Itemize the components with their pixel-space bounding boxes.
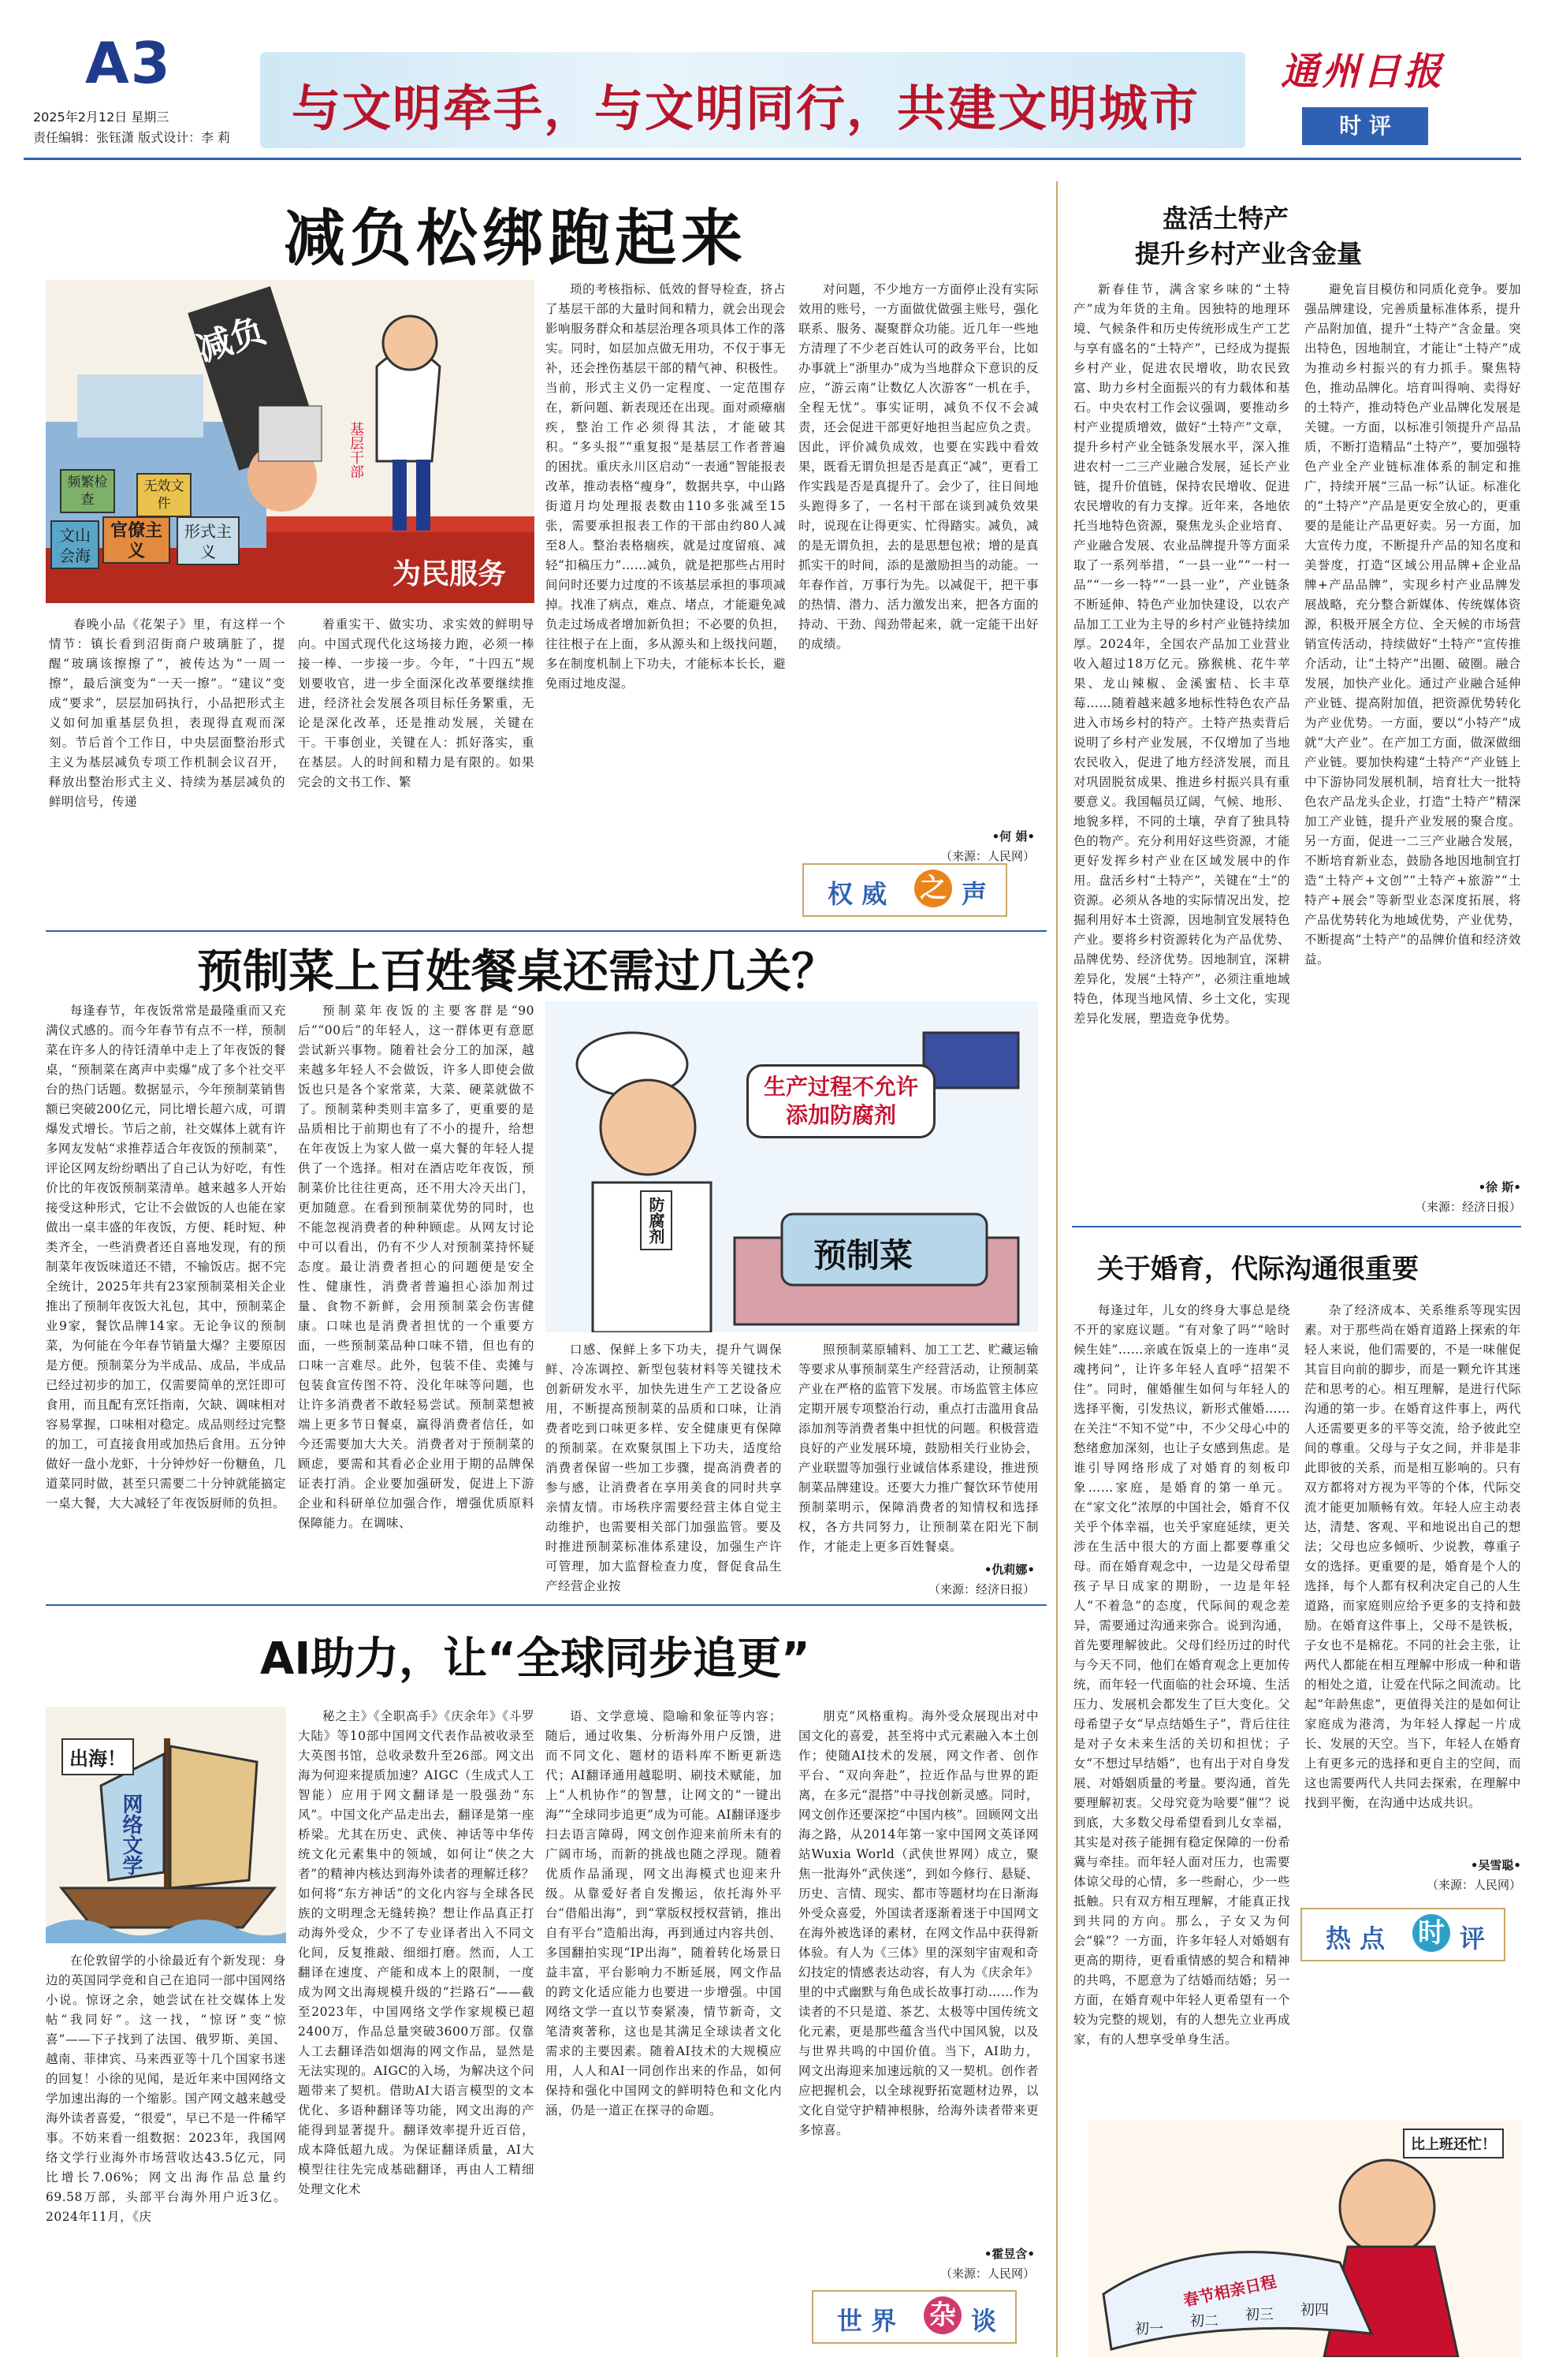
redian-word2: 时 (1412, 1914, 1450, 1952)
quanwei-word3: 声 (962, 879, 988, 909)
article1-author: •何 娟• (992, 829, 1035, 844)
quanwei-word2: 之 (914, 870, 952, 907)
quanwei-word1: 权 威 (828, 879, 887, 909)
article2-title: 预制菜上百姓餐桌还需过几关？ (197, 944, 838, 998)
burden-block-text: 官僚主义 (110, 521, 162, 561)
article1-col2 (298, 615, 534, 926)
paper-name-logo (1281, 41, 1454, 94)
shijie-word1: 世 界 (837, 2306, 897, 2336)
article2-col2 (298, 1001, 534, 1596)
burden-block-2 (136, 473, 192, 517)
cartoon-jar-label: 防腐剂 (640, 1190, 672, 1250)
redian-word1: 热 点 (1326, 1924, 1386, 1954)
article2-text: 口感、保鲜上多下功夫，提升气调保鲜、冷冻调控、新型包装材料等关键技术创新研发水平，加快先进生产工艺设备应用，不断提高预制菜的品质和口味，让消费者吃到口味更多样、安全健康更有保障的预制菜。在欢聚氛围上下功夫，适度给消费者保留一些加工步骤，提高消费者的参与感，让消费者在享用美食的同时共享亲情友情。市场秩序需要经营主体自觉主动维护，也需要相关部门加强监管。要及时推进预制菜标准体系建设，加强生产许可管理，加大监督检查力度，督促食品生产经营企业按 (545, 1343, 782, 1593)
article1-col4 (798, 280, 1039, 824)
article4-title-line2: 提升乡村产业含金量 (1135, 239, 1363, 269)
section-label: 时 评 (1339, 113, 1391, 139)
section-badge (1302, 107, 1428, 145)
cartoon-sail-text: 网络文学 (119, 1793, 143, 1875)
article3-text: 语、文学意境、隐喻和象征等内容；随后，通过收集、分析海外用户反馈，进而不同文化、题材的语料库不断更新迭代；AI翻译通用越聪明、刷技术赋能，加上“人机协作”的智慧，让网文的“一键出海”“全球同步追更”成为可能。AI翻译逐步扫去语言障碍，网文创作迎来前所未有的广阔市场，而新的挑战也随之浮现。随着优质作品涌现，网文出海模式也迎来升级。从靠爱好者自发搬运，依托海外平台“借船出海”，到“掌版权授权营销，推出自有平台”造船出海，再到通过内容共创、多国翻拍实现“IP出海”，随着转化场景日益丰富，平台影响力不断延展，网文作品的跨文化适应能力也要进一步增强。中国网络文学一直以节奏紧凑，情节新奇，文笔清爽著称，这也是其满足全球读者文化需求的主要因素。随着AI技术的大规模应用，人人和AI一同创作出来的作品，如何保持和强化中国网文的鲜明特色和文化内涵，仍是一道正在探寻的命题。 (545, 1709, 782, 2117)
article2-cartoon (545, 1001, 1038, 1332)
column-divider (1056, 181, 1058, 2357)
cartoon-note: 出海！ (61, 1738, 134, 1775)
article5-text: 杂了经济成本、关系维系等现实因素。对于那些尚在婚育道路上探索的年轻人来说，他们需要的，不是一味催促其盲目向前的脚步，而是一颗允许其迷茫和思考的心。相互理解，是进行代际沟通的第一步。在婚育这件事上，两代人还需要更多的平等交流，给予彼此空间的尊重。父母与子女之间，并非是非此即彼的关系，而是相互影响的。只有双方都将对方视为平等的个体，代际交流才能更加顺畅有效。年轻人应主动表达，清楚、客观、平和地说出自己的想法；父母也应多倾听、少说教，尊重子女的选择。更重要的是，婚育是个人的选择，每个人都有权利决定自己的人生道路，而家庭则应给予更多的支持和鼓励。在婚育这件事上，父母不是铁板，子女也不是棉花。不同的社会主张，让两代人都能在相互理解中形成一种和谐的相处之道，让爱在代际之间流动。比起“年龄焦虑”，更值得关注的是如何让家庭成为港湾，为年轻人撑起一片成长、发展的天空。当下，年轻人在婚育上有更多元的选择和更自主的空间，而这也需要两代人共同去探索，在理解中找到平衡，在沟通中达成共识。 (1304, 1303, 1521, 1810)
page-number: A3 (85, 30, 172, 96)
shijie-word3: 谈 (971, 2306, 997, 2336)
article3-col1 (46, 1951, 286, 2361)
article4-author: •徐 斯• (1478, 1180, 1521, 1194)
article3-source: （来源：人民网） (939, 2266, 1035, 2281)
prepared-food-cartoon-svg (545, 1001, 1038, 1332)
masthead-editors: 责任编辑：张钰潇 版式设计：李 莉 (33, 130, 231, 145)
article1-col3 (545, 280, 786, 911)
article2-text: 照预制菜原辅料、加工工艺、贮藏运输等要求从事预制菜生产经营活动，让预制菜产业在严格的监管下发展。市场监管主体应定期开展专项整治行动，重点打击滥用食品添加剂等消费者集中担忧的问题。积极营造良好的产业发展环境，鼓励相关行业协会，产业联盟等加强行业诚信体系建设，推进预制菜品牌建设。还要大力推广餐饮环节使用预制菜明示，保障消费者的知情权和选择权，各方共同努力，让预制菜在阳光下制作，才能走上更多百姓餐桌。 (798, 1343, 1039, 1554)
article1-text: 春晚小品《花架子》里，有这样一个情节：镇长看到沼街商户玻璃脏了，提醒“玻璃该擦擦了”，被传达为“一周一擦”，最后演变为“一天一擦”。“建议”变成“要求”，层层加码执行，小品把形式主义如何加重基层负担，表现得直观而深刻。节后首个工作日，中央层面整治形式主义为基层减负专项工作机制会议召开，释放出整治形式主义、持续为基层减负的鲜明信号，传递 (49, 617, 285, 809)
cartoon-day-1: 初一 (1135, 2321, 1163, 2337)
article5-col2 (1304, 1301, 1521, 1853)
redian-word3: 评 (1460, 1924, 1486, 1954)
article3-col4 (798, 1707, 1039, 2239)
masthead-date: 2025年2月12日 星期三 (33, 110, 169, 125)
shijie-word2: 杂 (924, 2296, 962, 2334)
article4-text: 避免盲目模仿和同质化竞争。要加强品牌建设，完善质量标准体系，提升产品附加值，提升“土特产”含金量。突出特色，因地制宜，才能让“土特产”成为推动乡村振兴的有力抓手。聚焦特色，推动品牌化。培育叫得响、卖得好的土特产，推动特色产业品牌化发展是关键。一方面，以标准引领提升产品品质，不断打造精品“土特产”，要加强特色产业全产业链标准体系的制定和推广，持续开展“三品一标”认证。标准化的“土特产”产品是更安全放心的，更重要的是能让产品更好卖。另一方面，加大宣传力度，不断提升产品的知名度和美誉度，打造“区域公用品牌+企业品牌+产品品牌”，实现乡村产业品牌发展战略，充分整合新媒体、传统媒体资源，积极开展全方位、全天候的市场营销宣传活动，持续做好“土特产”宣传推介活动，让“土特产”出圈、破圈。融合发展，加快产业化。通过产业融合延伸产业链、提高附加值，把资源优势转化为产业优势。一方面，要以“小特产”成就“大产业”。在产加工方面，做深做细产业链。要加快构建“土特产”产业链上中下游协同发展机制，培育壮大一批特色农产品龙头企业，打造“土特产”精深加工产业链，提升产业发展的聚合度。另一方面，促进一二三产业融合发展，不断培育新业态，鼓励各地因地制宜打造“土特产+文创”“土特产+旅游”“土特产+展会”等新型业态深度拓展，将产品优势转化为地域优势，产业优势，不断提高“土特产”的品牌价值和经济效益。 (1304, 282, 1521, 967)
article1-source: （来源：人民网） (939, 849, 1035, 863)
cartoon-scroll-title: 春节相亲日程 (1181, 2271, 1278, 2311)
burden-block-text: 形式主义 (184, 522, 232, 561)
divider-1 (46, 930, 1047, 932)
cartoon-banner: 为民服务 (393, 558, 507, 590)
burden-block-text: 无效文件 (143, 479, 184, 512)
article1-col1 (49, 615, 285, 926)
article2-col1 (46, 1001, 286, 1596)
cartoon-stamp: 基层干部 (348, 422, 364, 479)
article5-col1 (1073, 1301, 1290, 2105)
article3-text: 秘之主》《全职高手》《庆余年》《斗罗大陆》等10部中国网文代表作品被收录至大英图书馆，总收录数升至26部。网文出海为何迎来提质加速？AIGC（生成式人工智能）应用于网文翻译是一股强劲“东风”。中国文化产品走出去，翻译是第一座桥梁。尤其在历史、武侠、神话等中华传统文化元素集中的领域，如何让“侠之大者”的精神内核达到海外读者的理解迁移？如何将“东方神话”的文化内容与全球各民族的文明理念无缝转换？想让作品真正打动海外受众，少不了专业译者出入不同文化间，反复推敲、细细打磨。然而，人工翻译在速度、产能和成本上的限制，一度成为网文出海规模升级的“拦路石”——截至2023年，中国网络文学作家规模已超2400万，作品总量突破3600万部。仅靠人工去翻译浩如烟海的网文作品，显然是无法实现的。AIGC的入场，为解决这个问题带来了契机。借助AI大语言模型的文本优化、多语种翻译等功能，网文出海的产能得到显著提升。翻译效率提升近百倍，成本降低超九成。为保证翻译质量，AI大模型往往先完成基础翻译，再由人工精细处理文化术 (298, 1709, 534, 2196)
cartoon-day-2: 初二 (1190, 2313, 1218, 2330)
article4-text: 新春佳节，满含家乡味的“土特产”成为年货的主角。因独特的地理环境、气候条件和历史传统形成生产工艺与享有盛名的“土特产”，已经成为提振乡村产业，促进农民增收，助农民致富、助力乡村全面振兴的有力载体和基石。中央农村工作会议强调，要推动乡村产业提质增效，做好“土特产”文章，提升乡村产业全链条发展水平，深入推进农村一二三产业融合发展，延长产业链，提升价值链，保持农民增收、促进农民增收的有力支撑。近年来，各地依托当地特色资源，聚焦龙头企业培育、产业融合发展、农业品牌提升等方面采取了一系列举措，“一县一业”“一村一品”“一乡一特”“一县一业”，产业链条不断延伸、特色产业加快建设，以农产品加工工业为主导的乡村产业链持续加厚。2024年，全国农产品加工业营业收入超过18万亿元。猕猴桃、花牛苹果、龙山辣椒、金溪蜜桔、长丰草莓……随着越来越多地标性特色农产品进入市场乡村的特产。土特产热卖背后说明了乡村产业发展，不仅增加了当地农民收入，促进了地方经济发展，而且对巩固脱贫成果、推进乡村振兴具有重要意义。我国幅员辽阔，气候、地形、地貌多样，不同的土壤，孕育了独具特色的物产。充分利用好这些资源，才能更好发挥乡村产业在区域发展中的作用。盘活乡村“土特产”，关键在“土”的资源。必须从各地的实际情况出发，挖掘利用好本土资源，因地制宜发展特色产业。要将乡村资源转化为产品优势、品牌优势、经济优势。因地制宜，深耕差异化，发展“土特产”，必须注重地域特色，体现当地风情、乡土文化，实现差异化发展，塑造竞争优势。 (1073, 282, 1290, 1026)
cartoon-speech-bubble: 生产过程不允许添加防腐剂 (746, 1064, 936, 1138)
article2-col3 (545, 1340, 782, 1596)
article5-cartoon (1088, 2121, 1521, 2357)
article3-cartoon (46, 1707, 286, 1943)
cartoon-sign: 比上班还忙！ (1403, 2129, 1504, 2158)
article5-title: 关于婚育，代际沟通很重要 (1097, 1253, 1419, 1285)
article3-col2 (298, 1707, 534, 2361)
burden-block-3 (102, 516, 170, 564)
burden-block-4 (50, 520, 99, 569)
divider-3 (1072, 1226, 1521, 1227)
article1-text: 着重实干、做实功、求实效的鲜明导向。中国式现代化这场接力跑，必须一棒接一棒、一步接一步。今年，“十四五”规划要收官，进一步全面深化改革要继续推进，经济社会发展各项目标任务繁重，无论是深化改革，还是推动发展，关键在干。干事创业，关键在人：抓好落实，重在基层。人的时间和精力是有限的。如果完会的文书工作、繁 (298, 617, 534, 789)
article1-title: 减负松绑跑起来 (284, 203, 748, 274)
article3-col3 (545, 1707, 782, 2361)
shijie-tag (812, 2290, 1017, 2344)
article1-text: 琐的考核指标、低效的督导检查，挤占了基层干部的大量时间和精力，就会出现会影响服务群众和基层治理各项具体工作的落实。同时，如层加点做无用功，不仅于事无补，还会挫伤基层干部的精气神、积极性。当前，形式主义仍一定程度、一定范围存在，新问题、新表现还在出现。面对顽瘴痼疾，整治工作必须得其法，才能破其积。“多头报”“重复报”是基层工作者普遍的困扰。重庆永川区启动“一表通”智能报表改革，推动表格“瘦身”，数据共享，中山路街道月均处理报表数由110多张减至15张，需要承担报表工作的干部由约80人减至8人。整治表格痼疾，就是过度留痕、减轻“扣稿压力”……减负，就是把那些占用时间问时还要力过度的不该基层承担的事项减掉。找准了病点，难点、堵点，才能避免减负走过场成者增加新负担；不必要的负担，往往根子在上面，多从源头和上级找问题，多在制度机制上下功夫，才能标本长长，避免雨过地皮湿。 (545, 282, 786, 691)
article2-col4 (798, 1340, 1039, 1557)
cartoon-day-3: 初三 (1245, 2307, 1274, 2323)
article1-text: 对问题，不少地方一方面停止没有实际效用的账号，一方面做优做强主账号，强化联系、服务、凝聚群众功能。近几年一些地方清理了不少老百姓认可的政务平台，比如办事就上“浙里办”成为当地群众下意识的反应，“游云南”让数亿人次游客“一机在手，全程无忧”。事实证明，减负不仅不会减责，还会促进干部更好地担当起应负之责。因此，评价减负成效，也要在实践中看效果，既看无谓负担是否是真正“减”，更看工作实践是否是真提升了。会少了，往日间地头跑得多了，一名村干部在谈到减负效果时，说现在让得更实、忙得踏实。减负，减的是无谓负担，去的是思想包袱；增的是真抓实干的时间，添的是激励担当的动能。一年春作首，万事行为先。以减促干，把干事的热情、潜力、活力激发出来，把各方面的持动、干劲、闯劲带起来，就一定能干出好的成绩。 (798, 282, 1039, 651)
burden-block-5 (177, 516, 240, 565)
cartoon-tag-jianfu: 减负 (192, 310, 271, 371)
article4-col2 (1304, 280, 1521, 1171)
article4-title-line1: 盘活土特产 (1163, 203, 1289, 233)
article3-text: 在伦敦留学的小徐最近有个新发现：身边的英国同学竞和自己在追同一部中国网络小说。惊讶之余，她尝试在社交媒体上发帖“我同好”。这一找，“惊讶”变“惊喜”——下子找到了法国、俄罗斯、美国、越南、菲律宾、马来西亚等十几个国家书迷的回复！小徐的见闻，是近年来中国网络文学加速出海的一个缩影。国产网文越来越受海外读者喜爱，“很爱”，早已不是一件稀罕事。不妨来看一组数据：2023年，我国网络文学行业海外市场营收达43.5亿元，同比增长7.06%；网文出海作品总量约69.58万部，头部平台海外用户近3亿。2024年11月，《庆 (46, 1954, 286, 2224)
burden-block-text: 文山会海 (59, 526, 91, 565)
article5-text: 每逢过年，儿女的终身大事总是绕不开的家庭议题。“有对象了吗”“啥时候生娃”……亲戚在饭桌上的一连串“灵魂拷问”，让许多年轻人直呼“招架不住”。同时，催婚催生如何与年轻人的选择平衡，引发热议，新形式催婚……在关注“不知不觉”中，不少父母心中的愁绪愈加深刻，也让子女感到焦虑。是谁引导网络形成了对婚育的刻板印象……家庭，是婚育的第一单元。在“家文化”浓厚的中国社会，婚育不仅关乎个体幸福，也关乎家庭延续，更关涉在生活中很大的方面上都要尊重父母。而在婚育观念中，一边是父母希望孩子早日成家的期盼，一边是年轻人“不着急”的态度，代际间的观念差异，需要通过沟通来弥合。说到沟通，首先要理解彼此。父母们经历过的时代与今天不同，他们在婚育观念上更加传统，而年轻一代面临的社会环境、生活压力、发展机会都发生了巨大变化。父母希望子女“早点结婚生子”，背后往往是对子女未来生活的关切和担忧；子女“不想过早结婚”，也有出于对自身发展、对婚姻质量的考量。要沟通，首先要理解初衷。父母究竟为啥要“催”？说到底，大多数父母希望看到儿女幸福，其实是对孩子能拥有稳定保障的一份希冀与牵挂。而年轻人面对压力，也需要体谅父母的心情，多一些耐心，少一些抵触。只有双方相互理解，才能真正找到共同的方向。那么，子女又为何会“躲”？一方面，许多年轻人对婚姻有更高的期待，更看重情感的契合和精神的共鸣，不愿意为了结婚而结婚；另一方面，在婚育观中年轻人更希望有一个较为完整的规划，有的人想先立业再成家，有的人想享受单身生活。 (1073, 1303, 1290, 2047)
article4-source: （来源：经济日报） (1414, 1200, 1521, 1214)
burden-block-1 (60, 469, 115, 513)
masthead (0, 0, 1544, 145)
article2-source: （来源：经济日报） (928, 1582, 1035, 1596)
article5-source: （来源：人民网） (1426, 1878, 1521, 1892)
divider-2 (46, 1604, 1047, 1606)
slogan-banner (260, 52, 1245, 148)
article3-author: •霍昱含• (984, 2247, 1035, 2261)
burden-block-text: 频繁检查 (67, 475, 108, 508)
article5-author: •吴雪聪• (1470, 1858, 1521, 1872)
article3-title: AI助力，让“全球同步追更” (260, 1633, 810, 1685)
masthead-divider (24, 158, 1521, 160)
paper-name: 通州日报 (1281, 50, 1445, 94)
article1-cartoon (46, 280, 534, 603)
cartoon-day-4: 初四 (1300, 2302, 1329, 2319)
article2-author: •仇莉娜• (984, 1562, 1035, 1577)
article2-text: 每逢春节，年夜饭常常是最隆重而又充满仪式感的。而今年春节有点不一样，预制菜在许多人的待饪清单中走上了年夜饭的餐桌，“预制菜在离声中卖爆”成了多个社交平台的热门话题。数据显示，今年预制菜销售额已突破200亿元，同比增长超六成，可谓爆发式增长。节后之前，社交媒体上就有许多网友发帖“求推荐适合年夜饭的预制菜”，评论区网友纷纷晒出了自己认为好吃，有性价比的年夜饭预制菜清单。越来越多人开始接受这种形式，它让不会做饭的人也能在家做出一桌丰盛的年夜饭，方便、耗时短、种类齐全，一些消费者还自喜地发现，有的预制菜年夜饭味道还不错，不输饭店。据不完全统计，2025年共有23家预制菜相关企业推出了预制年夜饭大礼包，其中，预制菜企业9家，餐饮品牌14家。无论争议的预制菜，为何能在今年春节销量大爆？主要原因是方便。预制菜分为半成品、成品，半成品已经过初步的加工，仅需要简单的烹饪即可食用，而且配有烹饪指南，欠缺、调味相对容易掌握，口味相对稳定。成品则经过完整的加工，可直接食用或加热后食用。五分钟做好一盘小龙虾，十分钟炒好一份糖鱼，几道菜同时做，甚至只需要二十分钟就能搞定一桌大餐，大大减轻了年夜饭厨师的负担。 (46, 1004, 286, 1510)
cartoon-tray-label: 预制菜 (813, 1236, 913, 1275)
redian-tag (1300, 1908, 1505, 1961)
article4-col1 (1073, 280, 1290, 1246)
article3-text: 朋克”风格重构。海外受众展现出对中国文化的喜爱，甚至将中式元素融入本土创作；使随AI技术的发展，网文作者、创作平台、“双向奔赴”，拉近作品与世界的距离，在多元“混搭”中寻找创新灵感。同时，网文创作还要深挖“中国内核”。回顾网文出海之路，从2014年第一家中国网文英译网站Wuxia World（武侠世界网）成立，聚焦一批海外“武侠迷”，到如今修行、悬疑、历史、言情、现实、都市等题材均在日渐海外受众喜爱，外国读者逐渐着迷于中国网文在海外被选译的素材，在网文作品中获得新体验。有人为《三体》里的深刻宇宙观和奇幻技定的情感表达动容，有人为《庆余年》里的中式幽默与角色成长故事打动……作为读者的不只是道、茶艺、太极等中国传统文化元素，更是那些蕴含当代中国风貌，以及与世界共鸣的中国价值。当下，AI助力，网文出海迎来加速远航的又一契机。创作者应把握机会，以全球视野拓宽题材边界，以文化自觉守护精神根脉，给海外读者带来更多惊喜。 (798, 1709, 1039, 2137)
article2-text: 预制菜年夜饭的主要客群是“90后”“00后”的年轻人，这一群体更有意愿尝试新兴事物。随着社会分工的加深，越来越多年轻人不会做饭，许多人即使会做饭也只是各个家常菜，大菜、硬菜就做不了。预制菜种类则丰富多了，更重要的是品质相比于前期也有了不小的提升，给想在年夜饭上为家人做一桌大餐的年轻人提供了一个选择。相对在酒店吃年夜饭，预制菜价比往往更高，还不用大冷天出门，更加随意。在看到预制菜优势的同时，也不能忽视消费者的种种顾虑。从网友讨论中可以看出，仍有不少人对预制菜持怀疑态度。最让消费者担心的问题便是安全性、健康性，消费者普遍担心添加剂过量、食物不新鲜，会用预制菜会伤害健康。口味也是消费者担忧的一个重要方面，一些预制菜品种口味不错，但也有的口味一言难尽。此外，包装不佳、卖摊与包装食宣传图不符、没化年味等问题，也让许多消费者不敢轻易尝试。预制菜想被端上更多节日餐桌，赢得消费者信任，如今还需要加大大关。消费者对于预制菜的顾虑，要需和其看必企业用于期的品牌保证表打消。企业要加强研发，促进上下游企业和科研单位加强合作，增强优质原料保障能力。在调味、 (298, 1004, 534, 1530)
quanwei-tag (802, 863, 1007, 917)
slogan-text: 与文明牵手，与文明同行，共建文明城市 (292, 80, 1200, 137)
